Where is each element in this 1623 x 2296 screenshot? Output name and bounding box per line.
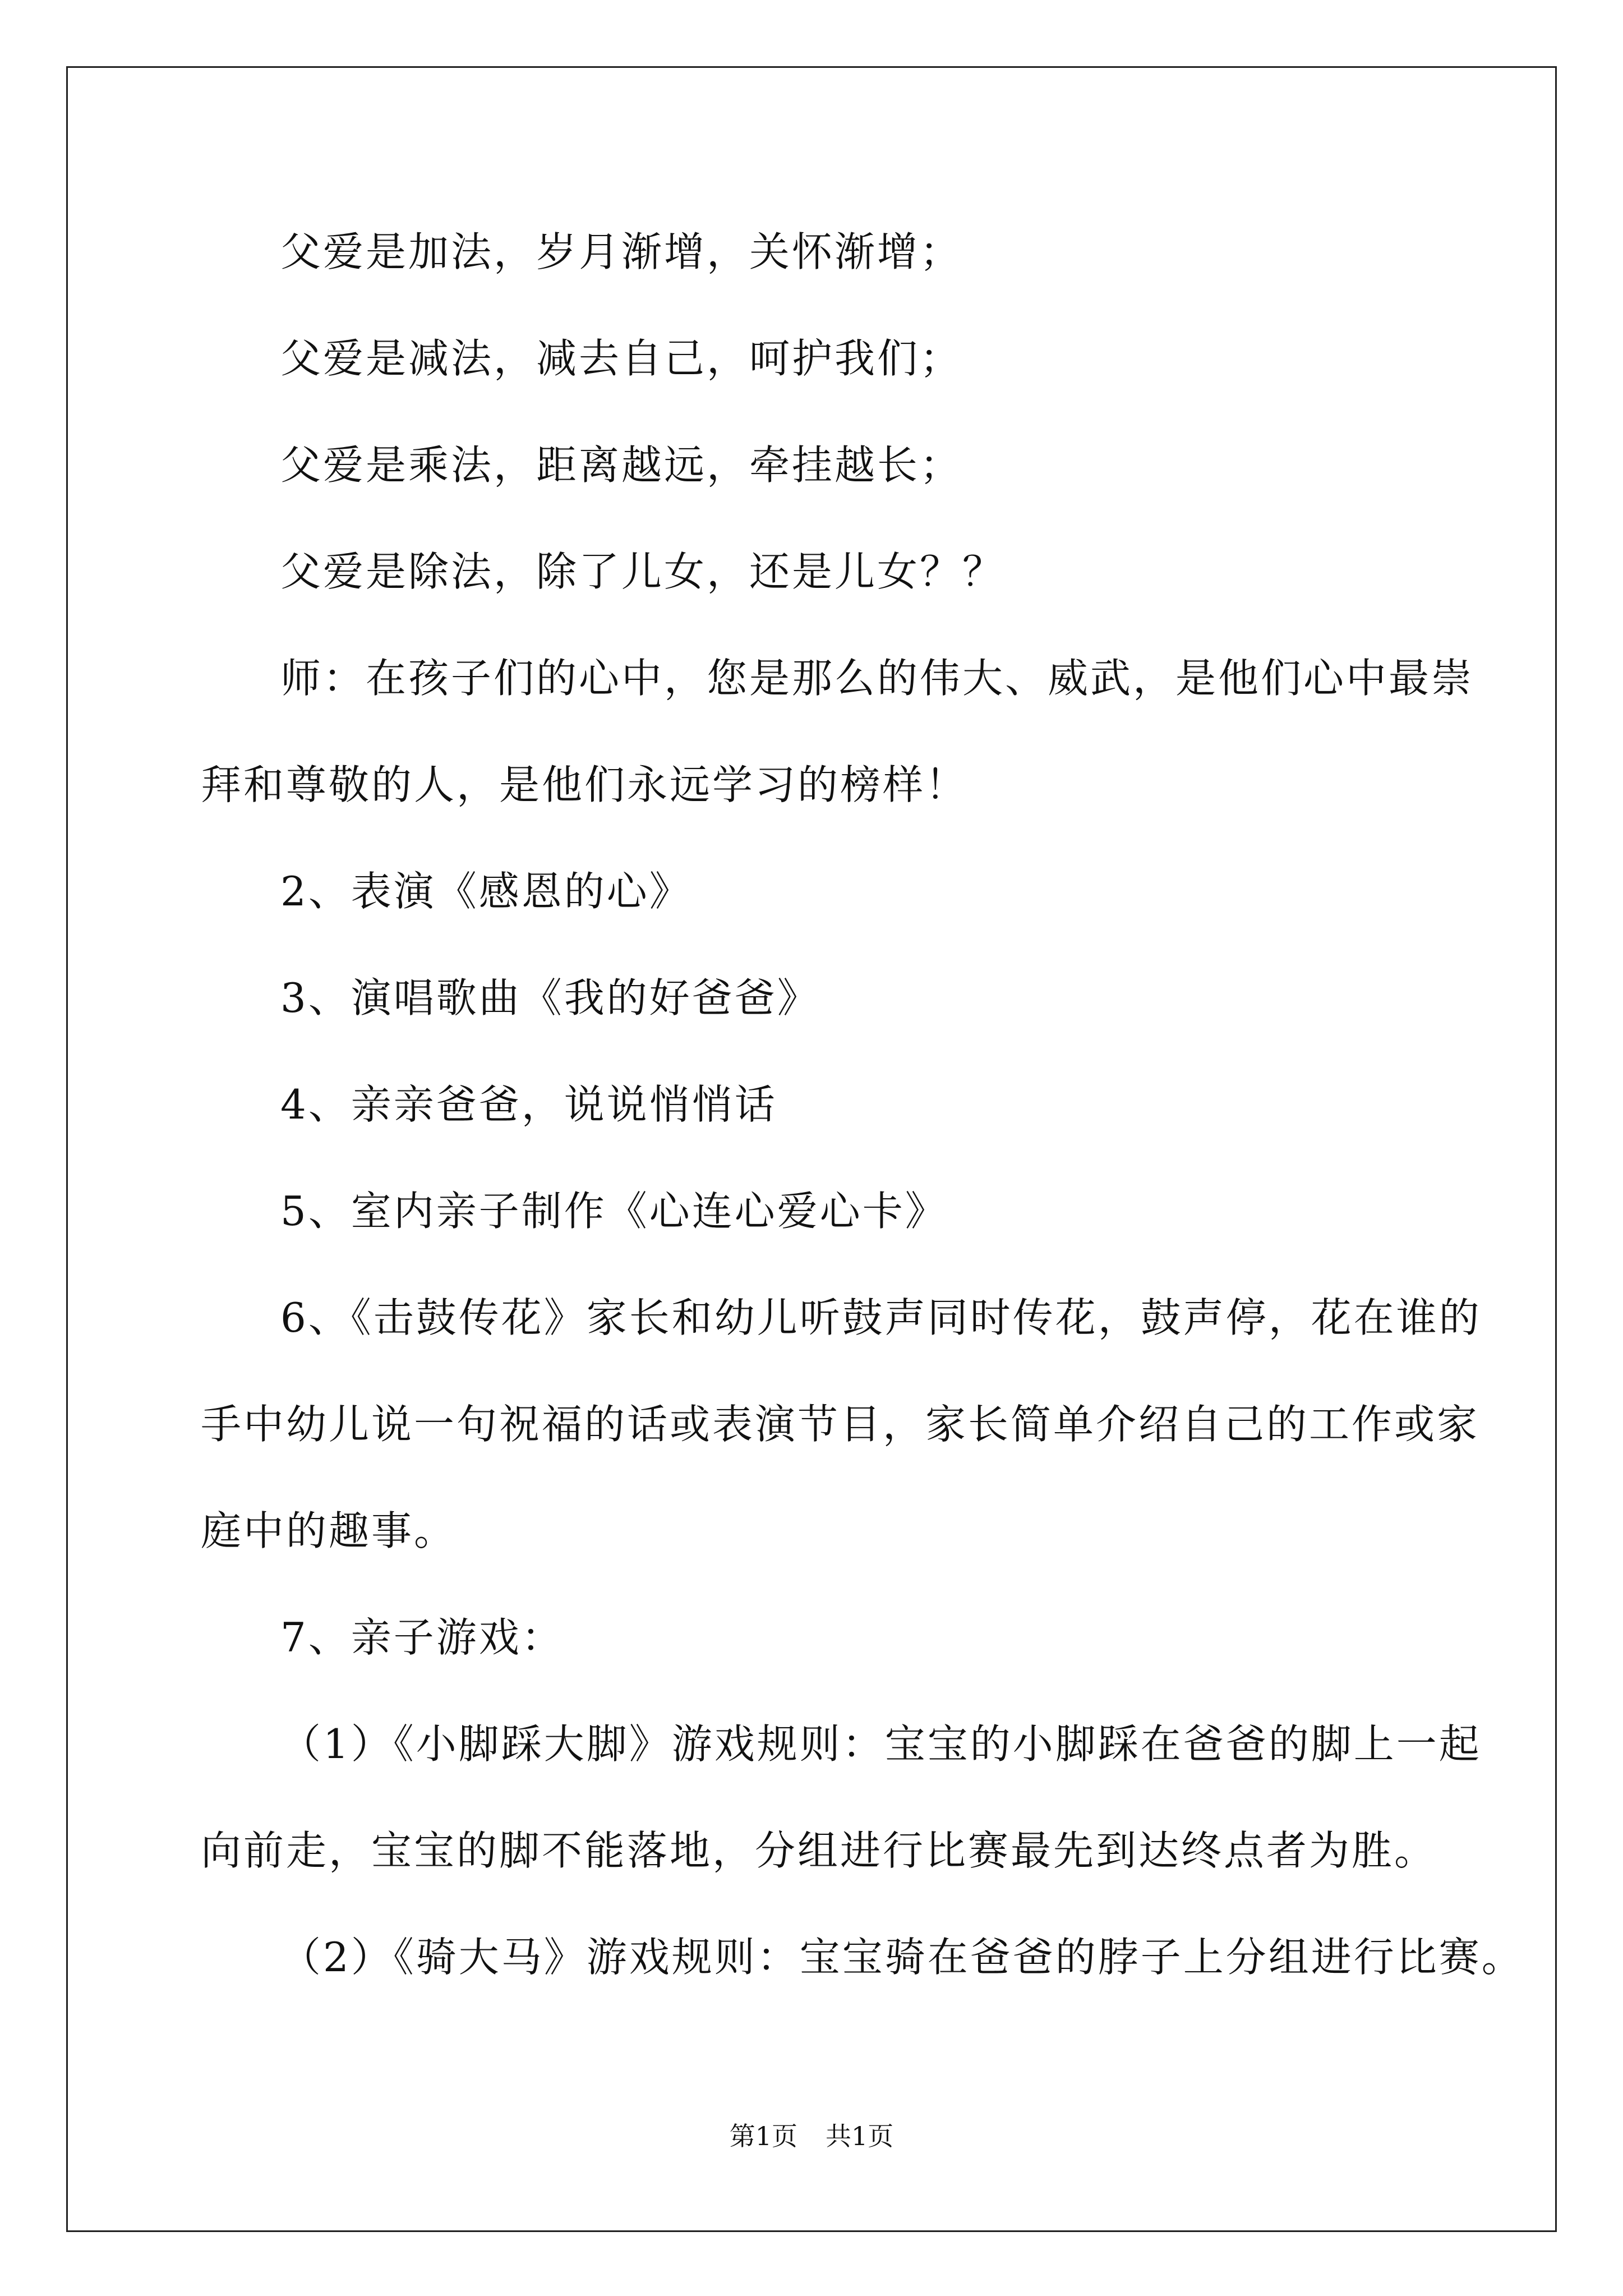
paragraph-line: 父爱是加法，岁月渐增，关怀渐增； (280, 228, 963, 275)
list-item: 4、亲亲爸爸，说说悄悄话 (280, 1081, 777, 1128)
page-number-total: 共1页 (826, 2121, 894, 2151)
list-item: （2）《骑大马》游戏规则：宝宝骑在爸爸的脖子上分组进行比赛。 (280, 1934, 1524, 1981)
list-item: 7、亲子游戏： (280, 1614, 564, 1661)
paragraph-line: 拜和尊敬的人，是他们永远学习的榜样！ (201, 761, 969, 808)
list-item: 2、表演《感恩的心》 (280, 868, 692, 915)
page-footer (0, 2123, 1623, 2149)
page-number-current: 第1页 (729, 2121, 797, 2151)
list-item: 5、室内亲子制作《心连心爱心卡》 (280, 1188, 948, 1235)
paragraph-line: 庭中的趣事。 (201, 1507, 457, 1554)
paragraph-line: 向前走，宝宝的脚不能落地，分组进行比赛最先到达终点者为胜。 (201, 1827, 1437, 1874)
list-item: 6、《击鼓传花》家长和幼儿听鼓声同时传花，鼓声停，花在谁的 (280, 1294, 1482, 1341)
paragraph-line: 父爱是除法，除了儿女，还是儿女？？ (280, 548, 1006, 595)
paragraph-line: 师：在孩子们的心中，您是那么的伟大、威武，是他们心中最崇 (280, 655, 1474, 702)
list-item: （1）《小脚踩大脚》游戏规则：宝宝的小脚踩在爸爸的脚上一起 (280, 1720, 1482, 1768)
paragraph-line: 父爱是减法，减去自己，呵护我们； (280, 335, 963, 382)
paragraph-line: 手中幼儿说一句祝福的话或表演节目，家长简单介绍自己的工作或家 (201, 1401, 1480, 1448)
paragraph-line: 父爱是乘法，距离越远，牵挂越长； (280, 441, 963, 489)
list-item: 3、演唱歌曲《我的好爸爸》 (280, 974, 820, 1022)
page-border (66, 66, 1557, 2232)
